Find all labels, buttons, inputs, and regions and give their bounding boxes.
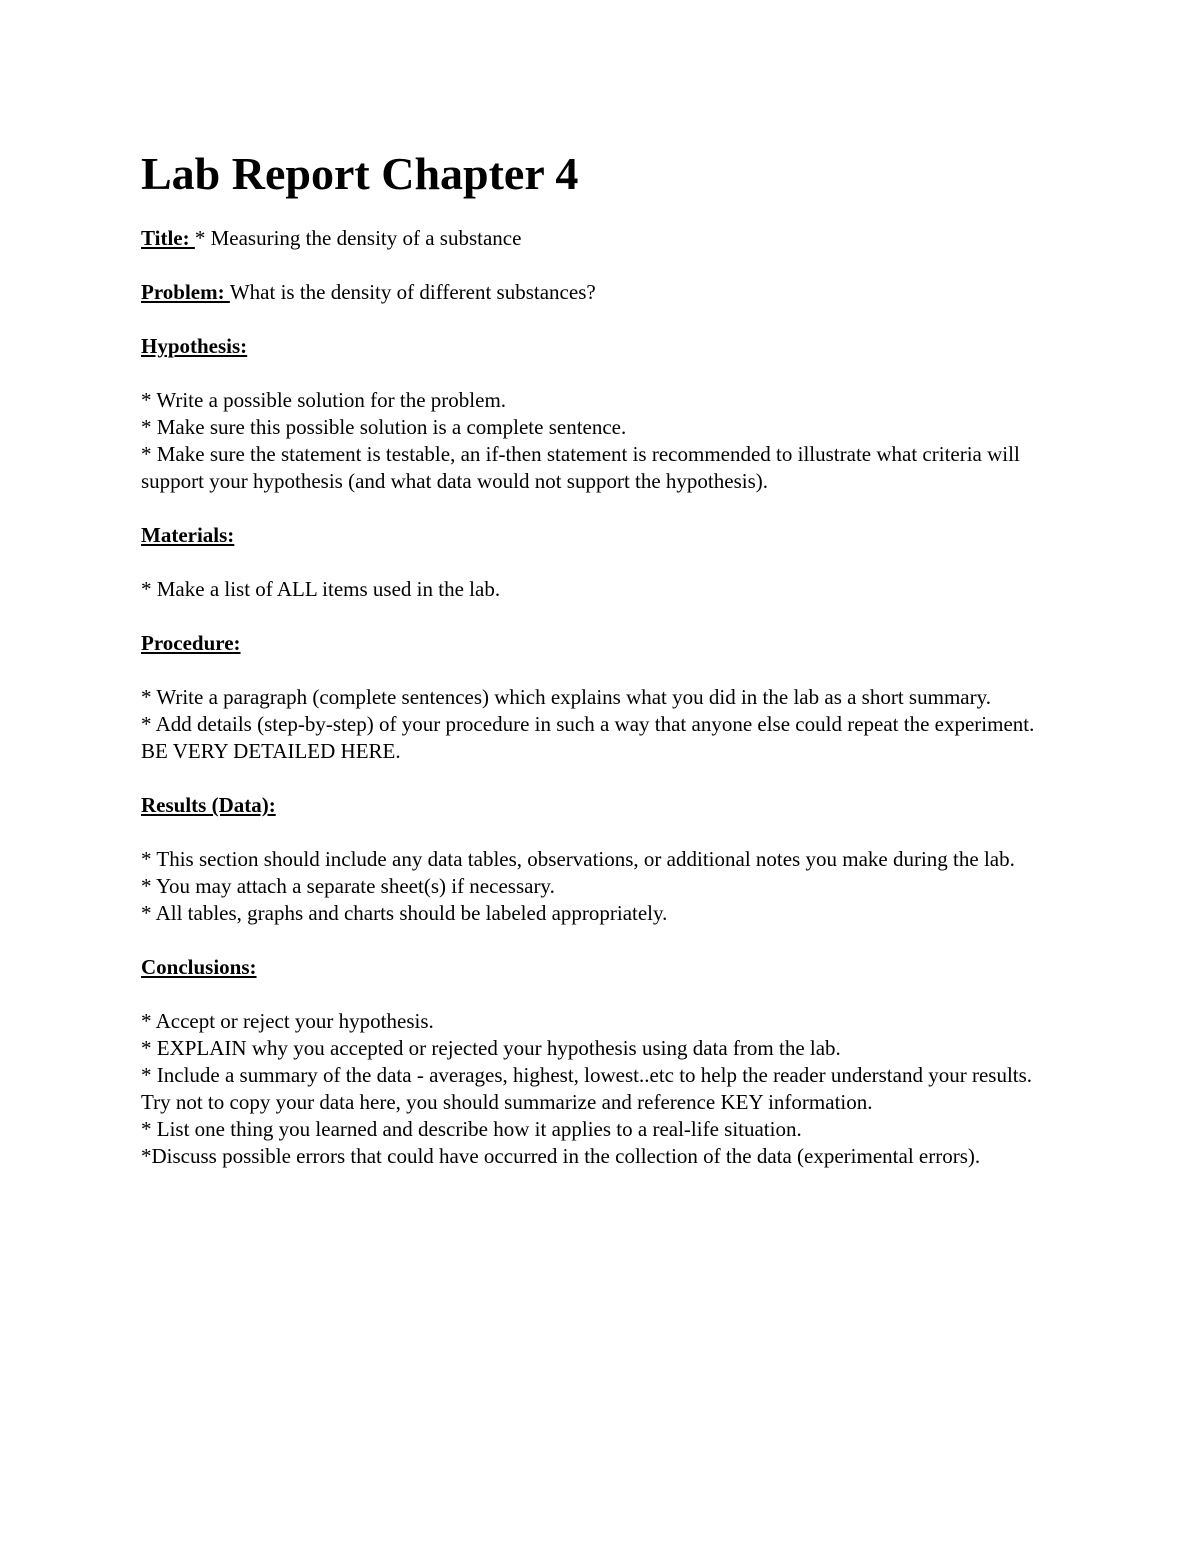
document-page bbox=[141, 148, 1061, 1170]
procedure-heading bbox=[141, 630, 1061, 657]
hypothesis-item: * Make sure the statement is testable, an if-then statement is recommended to illustrate what criteria will support your hypothesis (and what data would not support the hypothesis). bbox=[141, 442, 1020, 493]
procedure-item: * Write a paragraph (complete sentences) which explains what you did in the lab as a short summary. bbox=[141, 685, 991, 709]
results-item: * All tables, graphs and charts should be labeled appropriately. bbox=[141, 901, 668, 925]
title-label: Title: bbox=[141, 226, 195, 250]
procedure-item: * Add details (step-by-step) of your procedure in such a way that anyone else could repeat the experiment. BE VERY DETAILED HERE. bbox=[141, 712, 1035, 763]
conclusions-item: * Include a summary of the data - averages, highest, lowest..etc to help the reader understand your results. Try not to copy your data here, you should summarize and reference KEY information. bbox=[141, 1063, 1033, 1114]
hypothesis-item: * Make sure this possible solution is a complete sentence. bbox=[141, 415, 627, 439]
title-line bbox=[141, 225, 1061, 252]
document-heading: Lab Report Chapter 4 bbox=[141, 148, 579, 199]
conclusions-item: * Accept or reject your hypothesis. bbox=[141, 1009, 434, 1033]
conclusions-label: Conclusions: bbox=[141, 955, 257, 979]
results-item: * You may attach a separate sheet(s) if necessary. bbox=[141, 874, 555, 898]
results-heading bbox=[141, 792, 1061, 819]
results-label: Results (Data): bbox=[141, 793, 276, 817]
problem-text: What is the density of different substances? bbox=[229, 280, 596, 304]
hypothesis-item: * Write a possible solution for the problem. bbox=[141, 388, 507, 412]
materials-item: * Make a list of ALL items used in the lab. bbox=[141, 577, 501, 601]
hypothesis-heading bbox=[141, 333, 1061, 360]
problem-line bbox=[141, 279, 1061, 306]
problem-label: Problem: bbox=[141, 280, 230, 304]
conclusions-item: * List one thing you learned and describe how it applies to a real-life situation. bbox=[141, 1117, 802, 1141]
title-text: * Measuring the density of a substance bbox=[194, 226, 522, 250]
conclusions-item: * EXPLAIN why you accepted or rejected your hypothesis using data from the lab. bbox=[141, 1036, 841, 1060]
results-item: * This section should include any data tables, observations, or additional notes you make during the lab. bbox=[141, 847, 1015, 871]
hypothesis-label: Hypothesis: bbox=[141, 334, 248, 358]
materials-label: Materials: bbox=[141, 523, 235, 547]
materials-heading bbox=[141, 522, 1061, 549]
procedure-label: Procedure: bbox=[141, 631, 241, 655]
conclusions-heading bbox=[141, 954, 1061, 981]
conclusions-item: *Discuss possible errors that could have occurred in the collection of the data (experimental errors). bbox=[141, 1144, 981, 1168]
